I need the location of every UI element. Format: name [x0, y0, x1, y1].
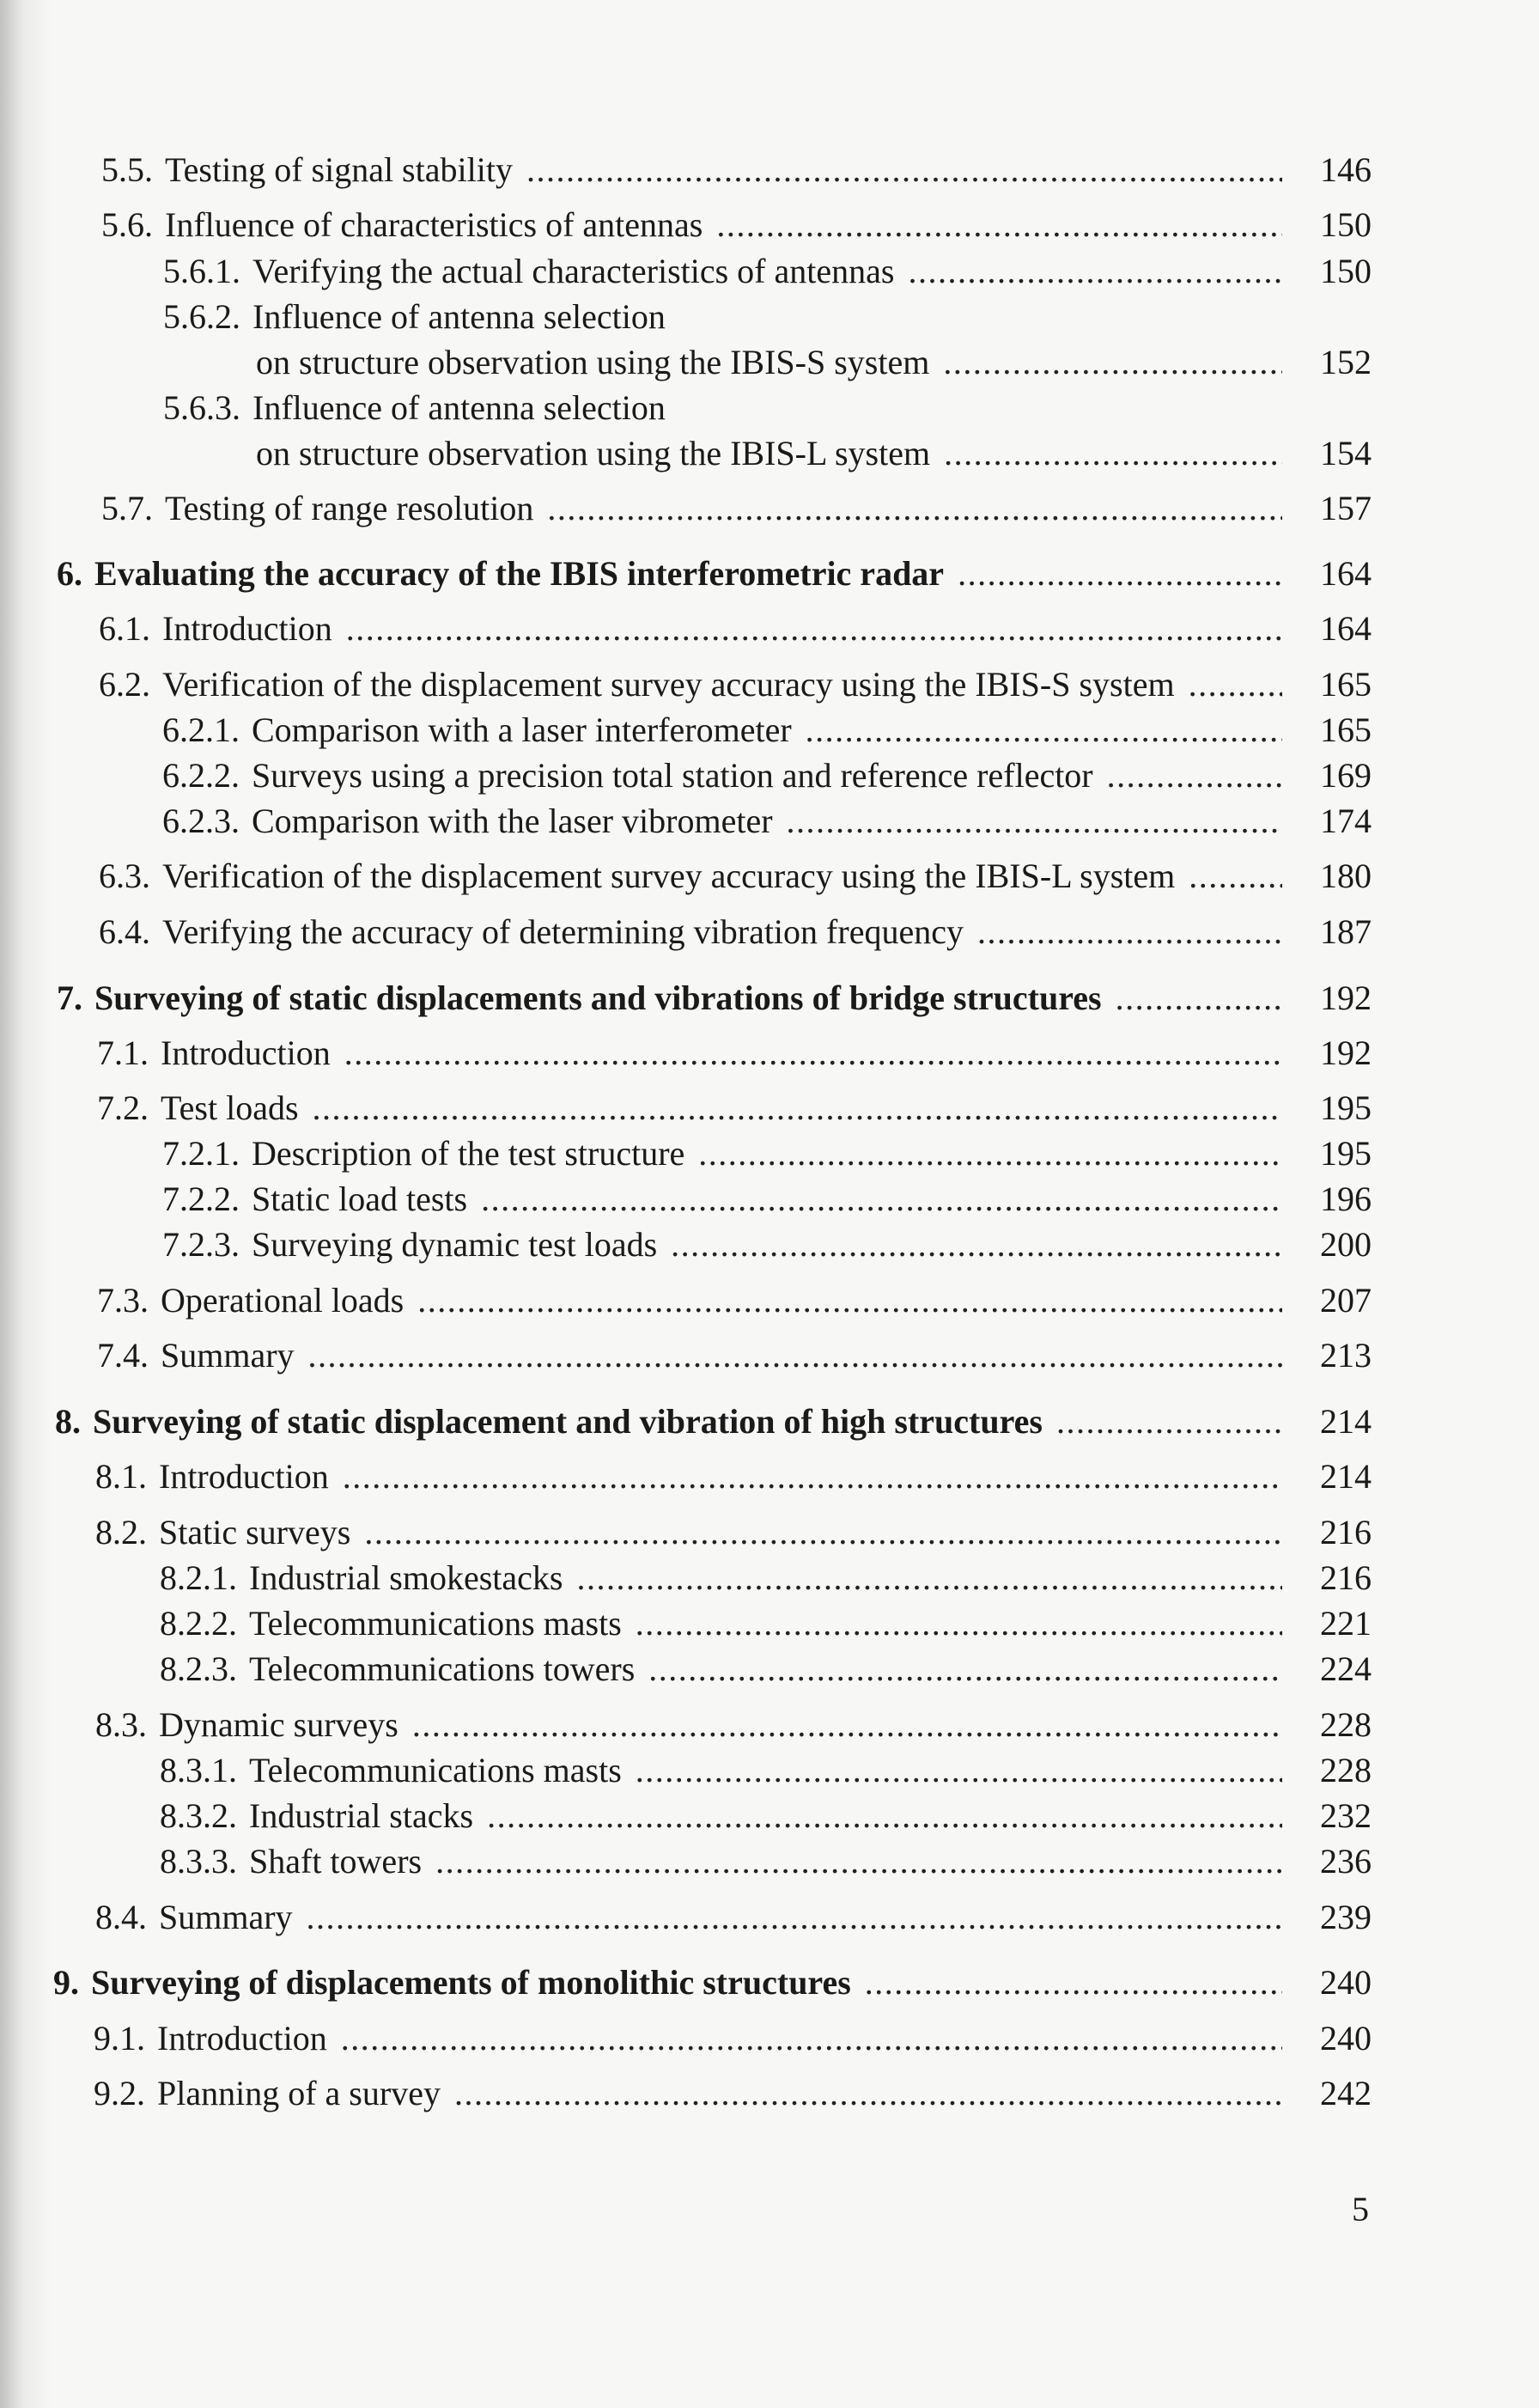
dot-leader: [481, 1177, 1282, 1222]
toc-entry-title: Telecommunications masts: [249, 1751, 622, 1789]
dot-leader: [944, 431, 1282, 476]
toc-page-number: 236: [1320, 1842, 1372, 1881]
toc-entry-number: 9.: [53, 1963, 79, 2002]
toc-entry-title: Testing of signal stability: [165, 150, 513, 189]
toc-page-number: 221: [1320, 1604, 1372, 1643]
toc-entry-number: 7.2.2.: [162, 1180, 240, 1218]
toc-page-number: 224: [1320, 1649, 1372, 1688]
dot-leader: [1189, 662, 1282, 707]
toc-entry-number: 8.2.1.: [160, 1558, 237, 1597]
toc-entry[interactable]: [57, 552, 1372, 596]
dot-leader: [343, 1454, 1282, 1499]
toc-entry-title-continued: on structure observation using the IBIS-S system: [256, 343, 930, 381]
toc-page-number: 228: [1320, 1705, 1372, 1744]
toc-page-number: 174: [1320, 802, 1372, 840]
toc-entry[interactable]: [53, 1960, 1372, 2005]
toc-entry[interactable]: [162, 753, 1372, 798]
toc-page-number: 150: [1320, 205, 1372, 244]
dot-leader: [806, 708, 1282, 753]
toc-entry-number: 6.2.1.: [162, 710, 240, 749]
toc-page-number: 164: [1320, 554, 1372, 593]
dot-leader: [308, 1333, 1282, 1378]
toc-entry-number: 6.1.: [99, 609, 150, 648]
toc-entry[interactable]: [99, 910, 1372, 954]
toc-page-number: 165: [1320, 665, 1372, 704]
toc-entry-number: 7.2.3.: [162, 1225, 240, 1264]
dot-leader: [787, 799, 1282, 844]
toc-page-number: 228: [1320, 1751, 1372, 1789]
toc-entry-number: 5.6.3.: [163, 388, 240, 427]
dot-leader: [1116, 976, 1282, 1021]
dot-leader: [1107, 753, 1282, 798]
toc-entry-title: Introduction: [159, 1457, 329, 1496]
toc-entry-title: Telecommunications towers: [249, 1649, 636, 1688]
dot-leader: [648, 1647, 1282, 1692]
toc-entry-title: Shaft towers: [249, 1842, 423, 1881]
toc-entry-title: Verification of the displacement survey accuracy using the IBIS-L system: [162, 857, 1176, 895]
toc-entry[interactable]: [99, 607, 1372, 651]
toc-page-number: 214: [1320, 1402, 1372, 1441]
dot-leader: [435, 1839, 1282, 1884]
toc-entry-title: Description of the test structure: [252, 1134, 685, 1173]
toc-entry-title: Surveying of static displacement and vibration of high structures: [93, 1402, 1043, 1441]
dot-leader: [943, 340, 1282, 385]
toc-entry-title: Comparison with a laser interferometer: [252, 710, 792, 749]
toc-entry-title: Industrial stacks: [249, 1796, 474, 1835]
page-number: 5: [1352, 2190, 1369, 2228]
toc-entry[interactable]: [162, 1131, 1372, 1176]
toc-entry-number: 7.3.: [97, 1281, 149, 1320]
toc-entry-title: Dynamic surveys: [159, 1705, 398, 1744]
toc-entry-number: 6.2.2.: [162, 756, 240, 795]
toc-entry-number: 5.6.2.: [163, 297, 240, 336]
toc-entry-number: 6.2.3.: [162, 802, 240, 840]
toc-entry-number: 8.3.2.: [160, 1796, 237, 1835]
toc-page-number: 239: [1320, 1898, 1372, 1936]
toc-entry-number: 8.3.1.: [160, 1751, 237, 1789]
toc-entry[interactable]: [101, 148, 1372, 192]
toc-entry-title: Summary: [159, 1898, 293, 1936]
toc-entry-title: Planning of a survey: [157, 2074, 441, 2112]
toc-entry-title: Influence of antenna selection: [252, 297, 666, 336]
toc-entry-number: 8.3.3.: [160, 1842, 237, 1881]
toc-entry-title: Surveying dynamic test loads: [252, 1225, 658, 1264]
toc-entry[interactable]: [162, 1177, 1372, 1222]
dot-leader: [364, 1510, 1282, 1555]
toc-page-number: 192: [1320, 978, 1372, 1017]
toc-entry[interactable]: [95, 1454, 1372, 1499]
toc-entry-number: 8.1.: [95, 1457, 147, 1496]
toc-page-number: 164: [1320, 609, 1372, 648]
dot-leader: [526, 148, 1282, 192]
toc-page-number: 200: [1320, 1225, 1372, 1264]
toc-page-number: 232: [1320, 1796, 1372, 1835]
toc-entry[interactable]: [160, 1748, 1372, 1793]
toc-entry-number: 7.1.: [97, 1033, 149, 1072]
toc-entry[interactable]: [94, 2016, 1372, 2061]
toc-page-number: 242: [1320, 2074, 1372, 2112]
toc-entry[interactable]: [99, 662, 1372, 707]
toc-entry[interactable]: [160, 1556, 1372, 1600]
toc-entry-number: 5.6.1.: [163, 252, 240, 290]
toc-entry-title: Verifying the accuracy of determining vibration frequency: [162, 912, 964, 951]
toc-entry[interactable]: [163, 249, 1372, 294]
toc-entry-number: 8.4.: [95, 1898, 147, 1936]
toc-entry[interactable]: [160, 1839, 1372, 1884]
toc-entry-title: Verifying the actual characteristics of antennas: [252, 252, 895, 290]
toc-entry-number: 9.2.: [94, 2074, 145, 2112]
toc-entry-number: 5.5.: [101, 150, 153, 189]
toc-entry[interactable]: [101, 203, 1372, 247]
toc-entry[interactable]: [162, 799, 1372, 844]
toc-entry[interactable]: [99, 854, 1372, 899]
toc-entry[interactable]: [95, 1703, 1372, 1747]
toc-entry[interactable]: [95, 1510, 1372, 1555]
toc-page-number: 214: [1320, 1457, 1372, 1496]
toc-entry[interactable]: [57, 976, 1372, 1021]
toc-entry[interactable]: [160, 1794, 1372, 1838]
toc-entry-number: 8.2.2.: [160, 1604, 237, 1643]
dot-leader: [698, 1131, 1282, 1176]
toc-entry-title: Static load tests: [252, 1180, 468, 1218]
toc-entry-number: 7.4.: [97, 1336, 149, 1375]
dot-leader: [412, 1703, 1282, 1747]
toc-entry[interactable]: [162, 1222, 1372, 1267]
dot-leader: [344, 1031, 1282, 1076]
toc-page-number: 216: [1320, 1558, 1372, 1597]
dot-leader: [908, 249, 1282, 294]
toc-entry-title: Surveys using a precision total station and reference reflector: [252, 756, 1093, 795]
toc-entry[interactable]: [163, 386, 1296, 430]
toc-entry-number: 8.3.: [95, 1705, 147, 1744]
toc-page-number: 216: [1320, 1513, 1372, 1551]
toc-page-number: 207: [1320, 1281, 1372, 1320]
toc-entry[interactable]: [101, 486, 1372, 531]
toc-entry-title: Introduction: [162, 609, 332, 648]
dot-leader: [346, 607, 1282, 651]
toc-page-number: 195: [1320, 1134, 1372, 1173]
toc-entry-number: 8.2.3.: [160, 1649, 237, 1688]
toc-entry-number: 7.: [57, 978, 82, 1017]
toc-entry-continuation[interactable]: [256, 431, 1372, 476]
dot-leader: [958, 552, 1282, 596]
toc-page-number: 213: [1320, 1336, 1372, 1375]
toc-page-number: 165: [1320, 710, 1372, 749]
dot-leader: [1056, 1399, 1282, 1444]
toc-entry-title: Summary: [161, 1336, 295, 1375]
dot-leader: [977, 910, 1282, 954]
dot-leader: [341, 2016, 1282, 2061]
dot-leader: [865, 1960, 1282, 2005]
toc-entry[interactable]: [160, 1647, 1372, 1692]
toc-page-number: 169: [1320, 756, 1372, 795]
toc-entry-title: Influence of antenna selection: [252, 388, 666, 427]
dot-leader: [487, 1794, 1282, 1838]
toc-entry-number: 9.1.: [94, 2019, 145, 2057]
toc-entry-number: 7.2.: [97, 1088, 149, 1127]
toc-entry-number: 5.7.: [101, 489, 153, 527]
toc-entry[interactable]: [97, 1031, 1372, 1076]
toc-page-number: 146: [1320, 150, 1372, 189]
toc-page-number: 192: [1320, 1033, 1372, 1072]
toc-page-number: 240: [1320, 2019, 1372, 2057]
toc-entry[interactable]: [97, 1333, 1372, 1378]
toc-entry-number: 7.2.1.: [162, 1134, 240, 1173]
dot-leader: [577, 1556, 1283, 1600]
toc-entry[interactable]: [160, 1601, 1372, 1646]
toc-entry[interactable]: [55, 1399, 1372, 1444]
toc-entry-number: 6.3.: [99, 857, 150, 895]
dot-leader: [454, 2071, 1282, 2116]
dot-leader: [671, 1222, 1282, 1267]
toc-entry[interactable]: [94, 2071, 1372, 2116]
toc-entry-title: Verification of the displacement survey accuracy using the IBIS-S system: [162, 665, 1175, 704]
toc-page-number: 152: [1320, 343, 1372, 381]
toc-entry-title: Test loads: [161, 1088, 299, 1127]
toc-entry[interactable]: [97, 1086, 1372, 1131]
toc-entry-title: Introduction: [157, 2019, 327, 2057]
toc-entry-number: 8.: [55, 1402, 81, 1441]
toc-entry-number: 5.6.: [101, 205, 153, 244]
toc-entry-title: Influence of characteristics of antennas: [165, 205, 703, 244]
toc-entry[interactable]: [97, 1278, 1372, 1323]
toc-entry-title: Testing of range resolution: [165, 489, 534, 527]
toc-entry[interactable]: [163, 295, 1296, 339]
toc-page-number: 195: [1320, 1088, 1372, 1127]
toc-entry-title: Comparison with the laser vibrometer: [252, 802, 773, 840]
dot-leader: [1189, 854, 1282, 899]
dot-leader: [307, 1895, 1282, 1940]
toc-entry-number: 8.2.: [95, 1513, 147, 1551]
toc-entry-title-continued: on structure observation using the IBIS-L system: [256, 434, 931, 472]
toc-entry[interactable]: [95, 1895, 1372, 1940]
toc-entry-number: 6.2.: [99, 665, 150, 704]
toc-page-number: 240: [1320, 1963, 1372, 2002]
toc-page-number: 180: [1320, 857, 1372, 895]
toc-entry-title: Industrial smokestacks: [249, 1558, 563, 1597]
dot-leader: [636, 1748, 1282, 1793]
toc-entry-number: 6.: [57, 554, 82, 593]
toc-entry-title: Operational loads: [161, 1281, 405, 1320]
dot-leader: [313, 1086, 1282, 1131]
toc-page-number: 196: [1320, 1180, 1372, 1218]
toc-entry[interactable]: [162, 708, 1372, 753]
toc-entry-number: 6.4.: [99, 912, 150, 951]
toc-entry-title: Introduction: [161, 1033, 331, 1072]
toc-entry-title: Surveying of displacements of monolithic structures: [91, 1963, 851, 2002]
toc-entry-title: Evaluating the accuracy of the IBIS interferometric radar: [94, 554, 945, 593]
toc-entry-title: Surveying of static displacements and vibrations of bridge structures: [94, 978, 1102, 1017]
dot-leader: [417, 1278, 1282, 1323]
toc-entry-continuation[interactable]: [256, 340, 1372, 385]
toc-entry-title: Static surveys: [159, 1513, 351, 1551]
toc-page-number: 157: [1320, 489, 1372, 527]
toc-page-number: 154: [1320, 434, 1372, 472]
toc-page-number: 187: [1320, 912, 1372, 951]
dot-leader: [636, 1601, 1282, 1646]
toc-page-number: 150: [1320, 252, 1372, 290]
dot-leader: [547, 486, 1282, 531]
dot-leader: [716, 203, 1282, 247]
toc-entry-title: Telecommunications masts: [249, 1604, 622, 1643]
page-gutter-shadow: [0, 0, 52, 2408]
